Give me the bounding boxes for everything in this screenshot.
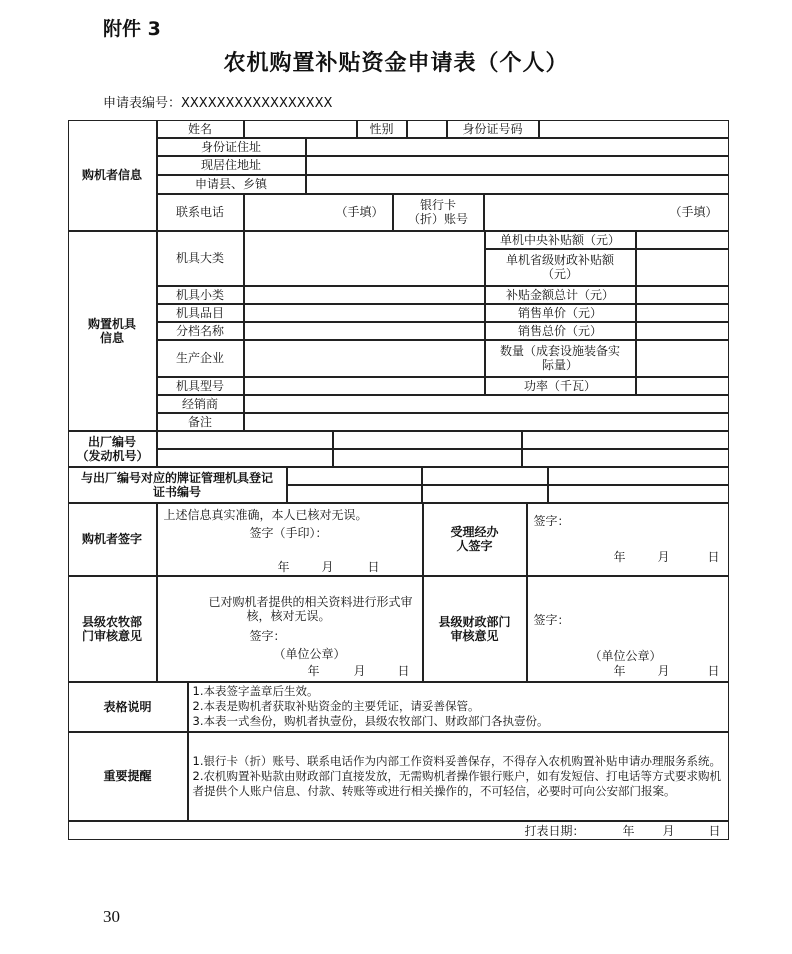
plate-cert-label: 与出厂编号对应的牌证管理机具登记证书编号 bbox=[68, 467, 287, 503]
form-notes-label: 表格说明 bbox=[68, 682, 188, 732]
agent-date-month: 月 bbox=[657, 549, 670, 564]
total-subsidy-label: 补贴金额总计（元） bbox=[485, 286, 636, 304]
quantity-field[interactable] bbox=[636, 340, 729, 377]
attachment-label: 附件 3 bbox=[103, 18, 161, 40]
finance-review-label: 县级财政部门审核意见 bbox=[423, 576, 527, 682]
factory-number-field-1[interactable] bbox=[157, 431, 333, 449]
buyer-section-label: 购机者信息 bbox=[68, 120, 157, 231]
factory-number-field-2[interactable] bbox=[333, 431, 522, 449]
subcategory-label: 机具小类 bbox=[157, 286, 244, 304]
machine-section-label: 购置机具信息 bbox=[68, 231, 157, 431]
print-date-month: 月 bbox=[662, 823, 675, 838]
factory-number-field-4[interactable] bbox=[157, 449, 333, 467]
quantity-label: 数量（成套设施装备实际量） bbox=[485, 340, 636, 377]
buyer-date-day: 日 bbox=[367, 559, 380, 574]
model-field[interactable] bbox=[244, 377, 485, 395]
form-note-item: 2.本表是购机者获取补贴资金的主要凭证，请妥善保管。 bbox=[192, 699, 480, 713]
item-field[interactable] bbox=[244, 304, 485, 322]
county-town-field[interactable] bbox=[306, 175, 729, 194]
print-date-row bbox=[68, 821, 729, 840]
factory-number-field-6[interactable] bbox=[522, 449, 729, 467]
bank-card-field[interactable] bbox=[484, 194, 729, 231]
total-price-field[interactable] bbox=[636, 322, 729, 340]
id-address-field[interactable] bbox=[306, 138, 729, 156]
bank-handwrite-note: （手填） bbox=[669, 205, 718, 219]
finance-review-area[interactable] bbox=[527, 576, 729, 682]
central-subsidy-field[interactable] bbox=[636, 231, 729, 249]
finance-date-month: 月 bbox=[657, 663, 670, 678]
phone-label: 联系电话 bbox=[157, 194, 244, 231]
grade-field[interactable] bbox=[244, 322, 485, 340]
finance-sign-line: 签字： bbox=[533, 612, 570, 627]
dealer-field[interactable] bbox=[244, 395, 729, 413]
reminders-content bbox=[188, 732, 729, 821]
reminder-item: 1.银行卡（折）账号、联系电话作为内部工作资料妥善保存，不得存入农机购置补贴申请办理服务系统。 bbox=[192, 753, 721, 768]
print-date-label: 打表日期： bbox=[524, 823, 585, 838]
buyer-sign-line: 签字（手印）： bbox=[249, 525, 328, 540]
plate-cert-field-4[interactable] bbox=[287, 485, 422, 503]
agent-date-day: 日 bbox=[707, 549, 720, 564]
provincial-subsidy-label: 单机省级财政补贴额（元） bbox=[485, 249, 636, 286]
name-label: 姓名 bbox=[157, 120, 244, 138]
remarks-label: 备注 bbox=[157, 413, 244, 431]
manufacturer-label: 生产企业 bbox=[157, 340, 244, 377]
total-price-label: 销售总价（元） bbox=[485, 322, 636, 340]
phone-field[interactable] bbox=[244, 194, 393, 231]
factory-number-field-5[interactable] bbox=[333, 449, 522, 467]
agri-date-year: 年 bbox=[307, 663, 320, 678]
agri-review-area[interactable] bbox=[157, 576, 423, 682]
print-date-year: 年 bbox=[622, 823, 635, 838]
agent-date-year: 年 bbox=[613, 549, 626, 564]
grade-label: 分档名称 bbox=[157, 322, 244, 340]
application-table bbox=[68, 120, 729, 840]
current-address-label: 现居住地址 bbox=[157, 156, 306, 175]
reminders-label: 重要提醒 bbox=[68, 732, 188, 821]
agri-sign-line: 签字： bbox=[249, 628, 286, 643]
remarks-field[interactable] bbox=[244, 413, 729, 431]
total-subsidy-field[interactable] bbox=[636, 286, 729, 304]
county-town-label: 申请县、乡镇 bbox=[157, 175, 306, 194]
gender-label: 性别 bbox=[357, 120, 407, 138]
category-label: 机具大类 bbox=[157, 231, 244, 286]
subcategory-field[interactable] bbox=[244, 286, 485, 304]
form-number: 申请表编号：XXXXXXXXXXXXXXXXX bbox=[103, 96, 333, 111]
plate-cert-field-1[interactable] bbox=[287, 467, 422, 485]
unit-price-field[interactable] bbox=[636, 304, 729, 322]
agent-sign-line: 签字： bbox=[533, 513, 570, 528]
current-address-field[interactable] bbox=[306, 156, 729, 175]
agri-date-month: 月 bbox=[353, 663, 366, 678]
provincial-subsidy-field[interactable] bbox=[636, 249, 729, 286]
reminder-item: 2.农机购置补贴款由财政部门直接发放，无需购机者操作银行账户，如有发短信、打电话等方式要求购机者提供个人账户信息、付款、转账等或进行相关操作的，不可轻信，必要时可向公安部门报案。 bbox=[192, 768, 721, 798]
buyer-sign-label: 购机者签字 bbox=[68, 503, 157, 576]
factory-number-label: 出厂编号（发动机号） bbox=[68, 431, 157, 467]
finance-date-day: 日 bbox=[707, 663, 720, 678]
finance-date-year: 年 bbox=[613, 663, 626, 678]
agri-review-text: 已对购机者提供的相关资料进行形式审核，核对无误。 bbox=[208, 594, 413, 623]
buyer-date-month: 月 bbox=[321, 559, 334, 574]
agent-sign-label: 受理经办人签字 bbox=[423, 503, 527, 576]
id-number-field[interactable] bbox=[539, 120, 729, 138]
factory-number-field-3[interactable] bbox=[522, 431, 729, 449]
plate-cert-field-5[interactable] bbox=[422, 485, 548, 503]
buyer-statement: 上述信息真实准确，本人已核对无误。 bbox=[163, 507, 368, 522]
agri-date-day: 日 bbox=[397, 663, 410, 678]
dealer-label: 经销商 bbox=[157, 395, 244, 413]
id-address-label: 身份证住址 bbox=[157, 138, 306, 156]
manufacturer-field[interactable] bbox=[244, 340, 485, 377]
plate-cert-field-2[interactable] bbox=[422, 467, 548, 485]
agri-review-label: 县级农牧部门审核意见 bbox=[68, 576, 157, 682]
form-note-item: 3.本表一式叁份，购机者执壹份，县级农牧部门、财政部门各执壹份。 bbox=[192, 714, 549, 728]
plate-cert-field-6[interactable] bbox=[548, 485, 729, 503]
unit-price-label: 销售单价（元） bbox=[485, 304, 636, 322]
phone-handwrite-note: （手填） bbox=[335, 205, 384, 219]
power-field[interactable] bbox=[636, 377, 729, 395]
plate-cert-field-3[interactable] bbox=[548, 467, 729, 485]
finance-seal: （单位公章） bbox=[589, 648, 662, 663]
category-field[interactable] bbox=[244, 231, 485, 286]
form-title: 农机购置补贴资金申请表（个人） bbox=[223, 51, 569, 76]
gender-field[interactable] bbox=[407, 120, 447, 138]
id-number-label: 身份证号码 bbox=[447, 120, 539, 138]
agri-seal: （单位公章） bbox=[273, 646, 346, 661]
item-label: 机具品目 bbox=[157, 304, 244, 322]
page-number: 30 bbox=[103, 907, 120, 926]
model-label: 机具型号 bbox=[157, 377, 244, 395]
central-subsidy-label: 单机中央补贴额（元） bbox=[485, 231, 636, 249]
form-notes-content bbox=[188, 682, 729, 732]
form-note-item: 1.本表签字盖章后生效。 bbox=[192, 684, 319, 698]
power-label: 功率（千瓦） bbox=[485, 377, 636, 395]
agent-sign-area[interactable] bbox=[527, 503, 729, 576]
buyer-sign-area[interactable] bbox=[157, 503, 423, 576]
buyer-date-year: 年 bbox=[277, 559, 290, 574]
bank-card-label: 银行卡（折）账号 bbox=[393, 194, 484, 231]
print-date-day: 日 bbox=[708, 823, 721, 838]
name-field[interactable] bbox=[244, 120, 357, 138]
